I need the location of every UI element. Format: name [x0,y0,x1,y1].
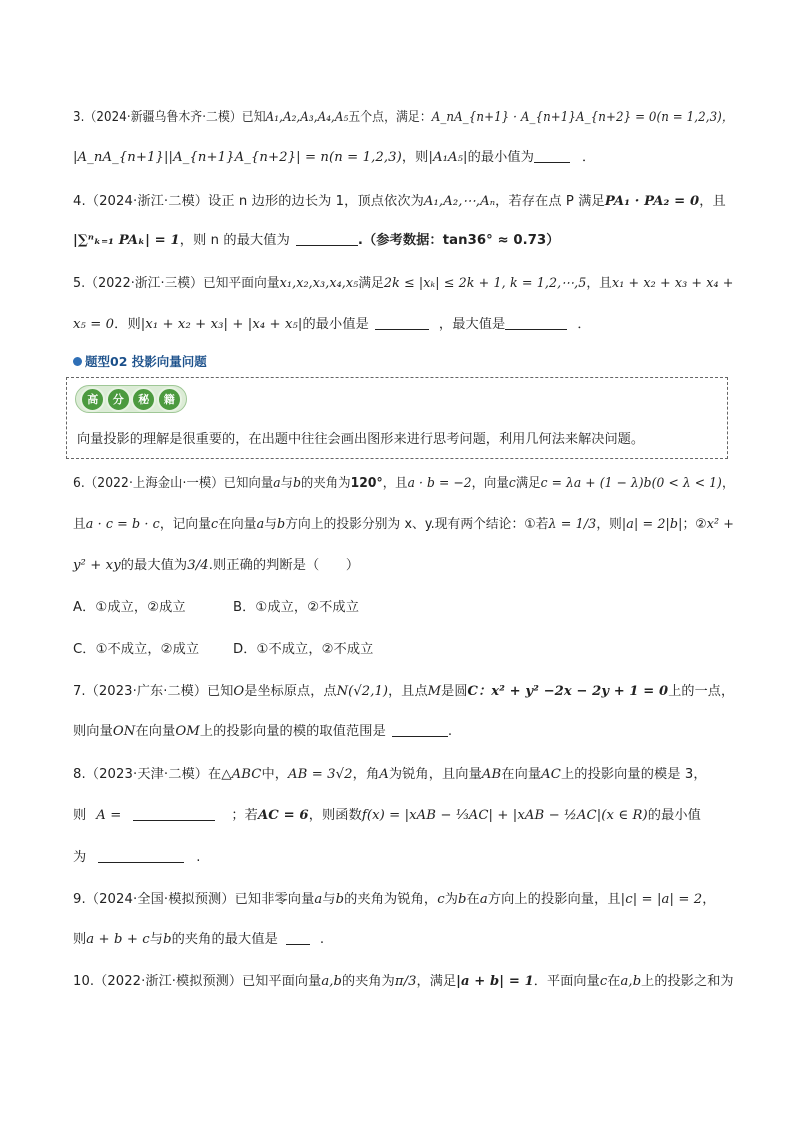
q9-text: 与 [149,932,164,947]
q5-period: ． [577,317,591,332]
q5-source: 5.（2022·浙江·三模）已知平面向量 [73,276,280,291]
q8-line-2 [73,806,701,826]
location-pin-icon [73,357,82,366]
q3-period: ． [582,150,596,165]
q10-text: 的夹角为 [342,974,395,989]
q8-math: AC [541,767,561,782]
q10-math: a,b [321,974,343,989]
q3-answer-blank[interactable] [534,148,570,163]
q3-math-product: |A_nA_{n+1}||A_{n+1}A_{n+2}| = n(n = 1,2,3) [73,150,402,165]
tip-badge-3: 秘 [131,387,156,412]
q6-math: x² + [706,517,735,532]
q7-math: ON [112,724,136,739]
q8-line-1 [73,765,707,785]
q8-math-side: AB = 3√2 [288,767,353,782]
q8-math-side: AC = 6 [257,808,309,823]
section-heading [73,352,207,370]
q6-text: ，向量 [471,476,509,491]
q6-option-c[interactable]: C．①不成立，②成立 [73,642,200,657]
q6-math: a [273,476,281,491]
q5-max-blank[interactable] [505,315,567,330]
q6-options-row-1 [73,598,359,618]
q8-line-3 [73,848,201,868]
q8-math: AB [481,767,502,782]
q8-text: 上的投影向量的模是 3， [561,767,707,782]
q7-text: 则向量 [73,724,113,739]
q6-math-dot: a · b = −2 [407,476,472,491]
q5-line-2 [73,315,591,335]
q7-text: 上的投影向量的模的取值范围是 [199,724,386,739]
q6-line-1 [73,474,734,494]
q7-text: 是坐标原点，点 [244,684,337,699]
q8-min-blank[interactable] [98,848,184,863]
q9-math-magnitude: |c| = |a| = 2 [620,892,703,907]
q8-math-function: f(x) = |xAB − ⅓AC| + |xAB − ½AC|(x ∈ R) [361,808,648,823]
q10-text: 在 [607,974,621,989]
q5-text: 的最小值是 [302,317,369,332]
q3-math-target: |A₁A₅| [428,150,468,165]
q9-math-sum: a + b + c [86,932,150,947]
q6-text: 在向量 [218,517,257,532]
q9-text: 与 [322,892,336,907]
q7-line-2 [73,722,452,742]
tip-box [66,377,728,459]
q10-math: c [599,974,608,989]
q7-answer-blank[interactable] [392,722,448,737]
q8-text: 为 [73,850,87,865]
q10-math-angle: π/3 [394,974,417,989]
q6-option-d[interactable]: D．①不成立，②不成立 [233,642,374,657]
tip-text: 向量投影的理解是很重要的，在出题中往往会画出图形来进行思考问题，利用几何法来解决问题。 [77,432,645,447]
q9-text: 方向上的投影向量，且 [487,892,621,907]
q9-text: 在 [466,892,480,907]
q4-line-2 [73,231,560,251]
q9-math: b [335,892,345,907]
q6-text: ， [721,476,735,491]
q6-text: ；② [682,517,707,532]
q9-answer-blank[interactable] [286,930,310,945]
q8-text: 则 [73,808,87,823]
q6-math-equal: a · c = b · c [85,517,160,532]
q4-line-1 [73,192,726,212]
q6-text: 的最大值为 [120,558,188,573]
q9-text: 则 [73,932,87,947]
q5-math-bounds: 2k ≤ |xₖ| ≤ 2k + 1, k = 1,2,⋯,5 [383,276,587,291]
q6-math: b [277,517,286,532]
q9-source: 9.（2024·全国·模拟预测）已知非零向量 [73,892,315,907]
q5-text: ，且 [586,276,612,291]
q7-math: OM [175,724,200,739]
section-label: 题型02 投影向量问题 [85,354,207,369]
q7-math-circle: C：x² + y² −2x − 2y + 1 = 0 [467,684,669,699]
q7-source: 7.（2023·广东·二模）已知 [73,684,234,699]
q5-math-vectors: x₁,x₂,x₃,x₄,x₅ [279,276,359,291]
q6-math: a [256,517,265,532]
q6-math-angle: 120° [350,476,383,491]
q7-line-1 [73,682,734,702]
q6-text: .则正确的判断是（ ） [208,558,360,573]
q3-math-condition: A_nA_{n+1} · A_{n+1}A_{n+2} = 0(n = 1,2,3)， [431,110,734,125]
q10-text: ．平面向量 [533,974,600,989]
q8-math: A [379,767,389,782]
q5-math-zero: x₅ = 0 [73,317,115,332]
q3-text: ，则 [401,150,429,165]
q3-text: 的最小值为 [467,150,534,165]
q6-text: 满足 [515,476,541,491]
q3-line-2 [73,148,595,168]
q6-text: ，则 [596,517,622,532]
q10-text: 上的投影之和为 [641,974,734,989]
q5-text: ．则 [114,317,141,332]
q5-min-blank[interactable] [375,315,429,330]
q6-text: 方向上的投影分别为 x、y.现有两个结论：①若 [285,517,549,532]
tip-badge-1: 高 [80,387,105,412]
q4-source: 4.（2024·浙江·二模）设正 n 边形的边长为 1，顶点依次为 [73,194,424,209]
q10-math-magnitude: |a + b| = 1 [456,974,534,989]
q6-math-lambda: λ = 1/3 [548,517,597,532]
q9-math: a [314,892,323,907]
q6-text: ，且 [382,476,408,491]
q5-line-1 [73,274,734,294]
q8-text: ，则函数 [308,808,362,823]
q10-source: 10.（2022·浙江·模拟预测）已知平面向量 [73,974,322,989]
q9-text: 为 [444,892,458,907]
q10-math: a,b [620,974,642,989]
q10-line-1 [73,972,734,992]
q9-math: c [437,892,445,907]
q7-text: 是圆 [441,684,468,699]
q6-text: 且 [73,517,86,532]
q3-line-1 [73,108,734,128]
q6-math: y² + xy [73,558,121,573]
q5-text: 满足 [358,276,384,291]
q7-math-point: N(√2,1) [336,684,389,699]
q6-text: 与 [264,517,278,532]
q4-math-condition: PA₁ · PA₂ = 0 [604,194,700,209]
q4-math-sum: |∑ⁿₖ₌₁ PAₖ| = 1 [73,233,180,248]
q6-text: ，记向量 [159,517,211,532]
q9-text: 的夹角为锐角， [344,892,438,907]
q4-reference-data: .（参考数据：tan36° ≈ 0.73） [357,233,560,248]
tip-badge-4: 籍 [157,387,182,412]
q4-math-vertices: A₁,A₂,⋯,Aₙ [423,194,496,209]
q8-source: 8.（2023·天津·二模）在 [73,767,222,782]
q8-math: A = [96,808,122,823]
q7-period: . [447,724,453,739]
q9-math: a [479,892,488,907]
q5-math-sum: x₁ + x₂ + x₃ + x₄ + [611,276,734,291]
q9-period: . [319,932,325,947]
q3-text: 五个点，满足： [348,110,432,125]
q6-option-a[interactable]: A．①成立，②成立 [73,600,186,615]
q8-text: 的最小值 [647,808,701,823]
q8-text: ；若 [231,808,258,823]
q8-angle-blank[interactable] [133,806,215,821]
q8-text: ，角 [352,767,380,782]
q9-math: b [457,892,467,907]
q6-text: 与 [280,476,294,491]
q8-period: . [196,850,201,865]
q9-line-1 [73,890,716,910]
q9-math: b [163,932,172,947]
q8-text: 在向量 [501,767,542,782]
q4-text: ，且 [699,194,726,209]
q8-math-triangle: △ABC [221,767,262,782]
q3-source: 3.（2024·新疆乌鲁木齐·二模）已知 [73,110,266,125]
tip-badge-2: 分 [106,387,131,412]
q6-line-2 [73,515,734,535]
q9-text: 的夹角的最大值是 [171,932,278,947]
q6-source: 6.（2022·上海金山·一模）已知向量 [73,476,274,491]
q7-math: O [233,684,245,699]
q8-text: 中， [261,767,289,782]
q6-math: c [210,517,219,532]
q6-text: 的夹角为 [301,476,351,491]
q6-option-b[interactable]: B．①成立，②不成立 [233,600,360,615]
q5-text: ，最大值是 [438,317,506,332]
q9-line-2 [73,930,324,950]
q6-math-fraction: 3/4 [187,558,209,573]
q5-math-expression: |x₁ + x₂ + x₃| + |x₄ + x₅| [140,317,303,332]
q7-text: ，且点 [388,684,428,699]
q6-math-magnitude: |a| = 2|b| [621,517,683,532]
q8-text: 为锐角，且向量 [388,767,482,782]
q4-text: ，若存在点 P 满足 [495,194,605,209]
q6-math: b [293,476,302,491]
q7-math: M [427,684,442,699]
q4-text: ，则 n 的最大值为 [179,233,290,248]
q6-math-combination: c = λa + (1 − λ)b(0 < λ < 1) [540,476,722,491]
q10-text: ，满足 [416,974,457,989]
tip-badge-row [75,385,187,413]
q3-math-points: A₁,A₂,A₃,A₄,A₅ [265,110,349,125]
q6-math: c [508,476,516,491]
q7-text: 上的一点， [668,684,735,699]
q4-answer-blank[interactable] [296,231,358,246]
q6-line-3 [73,556,359,576]
q9-text: ， [702,892,716,907]
q6-options-row-2 [73,640,373,660]
q7-text: 在向量 [135,724,176,739]
